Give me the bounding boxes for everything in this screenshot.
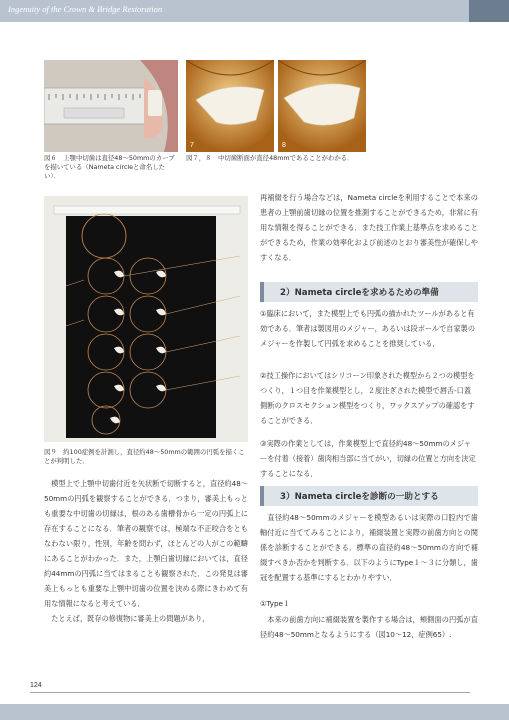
section-3-heading bbox=[260, 486, 478, 506]
figure-7-photo bbox=[186, 60, 274, 152]
caliper-illustration bbox=[44, 60, 178, 152]
section-3-title: 3）Nameta circleを診断の一助とする bbox=[280, 492, 439, 502]
type-1-text: 本来の前歯方向に補綴装置を製作する場合は，頬側面の円弧が直径約48～50mmとなるようにする（図10～12，症例65）. bbox=[260, 615, 478, 639]
left-paragraph-1: 模型上で上顎中切歯付近を矢状断で切断すると，直径約48～50mmの円弧を観察することができる．つまり，審美上もっとも重要な中切歯の切縁は，根のある歯槽骨から一定の円弧上に存在することになる．筆者の観察では，極端な不正咬合をともなわない限り，性別，年齢を問わず，ほとんどの人がこの範疇にあることがわかった．また，上顎臼歯切縁においては，直径約44mmの円弧に当てはまることも観察された．この発見は審美上もっとも重要な上顎中切歯の位置を決める際にきわめて有用な情報になると考えている． bbox=[44, 479, 248, 608]
figure-7-number: 7 bbox=[190, 142, 194, 149]
figure-8-photo bbox=[278, 60, 366, 152]
left-column-text bbox=[44, 476, 248, 626]
cross-section-7-illustration bbox=[186, 60, 274, 152]
circle-arcs-diagram bbox=[44, 196, 248, 442]
list-item-2: ②技工操作においてはシリコーン印象された模型から２つの模型をつくり，１つ目を作業模型とし，２度注ぎされた模型で唇舌-口蓋側断のクロスセクション模型をつくり，ワックスアップの確認をすることができる． bbox=[260, 371, 475, 425]
footer-bar bbox=[0, 704, 509, 720]
left-paragraph-2: たとえば，既存の修復物に審美上の問題があり， bbox=[44, 614, 210, 623]
list-item-3: ③実際の作業としては，作業模型上で直径約48～50mmのメジャーを付着（接着）歯肉相当部に当てがい，切縁の位置と方向を決定することになる． bbox=[260, 439, 476, 478]
figure-8-number: 8 bbox=[282, 142, 286, 149]
section-3-text: 直径約48～50mmのメジャーを模型あるいは実際の口腔内で歯軸付近に当ててみることにより，補綴装置と実際の前歯方向との関係を診断することができる．標準の直径約48～50mmの方向で補綴すべきか否かを判断する．以下のようにType１～３に分類し，歯冠を配置する基準にするとわかりやすい． bbox=[260, 513, 478, 582]
page-number: 124 bbox=[30, 682, 42, 689]
right-column-intro: 再補綴を行う場合などは，Nameta circleを利用することで本来の患者の上顎前歯切縁の位置を推測することができるため，非常に有用な情報を得ることができる．また技工作業上基準点を求めることができるため，作業の効率化および前述のとおり審美性が確保しやすくなる． bbox=[260, 193, 478, 262]
header-tab bbox=[469, 0, 509, 22]
figure-7-8-caption: 図７，８ 中切歯断面が直径48mmであることがわかる． bbox=[186, 154, 354, 162]
section-2-title: 2）Nameta circleを求めるための準備 bbox=[280, 288, 439, 298]
figure-9-caption: 図９ 約100症例を計測し，直径約48～50mmの範囲の円弧を描くことが判明した． bbox=[44, 448, 245, 465]
running-header bbox=[0, 0, 509, 22]
section-2-heading bbox=[260, 282, 478, 302]
figure-9-photo bbox=[44, 196, 248, 442]
cross-section-8-illustration bbox=[278, 60, 366, 152]
list-item-1: ①臨床において，また模型上でも円弧の描かれたツールがあると有効である．筆者は製図用のメジャー，あるいは段ボールで自家製のメジャーを作製して円弧を求めることを推奨している． bbox=[260, 309, 476, 348]
section-3-bar bbox=[260, 486, 264, 506]
figure-6-caption: 図６ 上顎中切歯は直径48～50mmのカーブを描いている（Nameta circleと命名したい）． bbox=[44, 154, 175, 180]
journal-title: Ingenuity of the Crown & Bridge Restoration bbox=[8, 4, 163, 14]
footer-rule bbox=[30, 692, 470, 693]
section-2-bar bbox=[260, 282, 264, 302]
figure-6-photo bbox=[44, 60, 178, 152]
type-1-heading: ①Type１ bbox=[260, 599, 291, 608]
